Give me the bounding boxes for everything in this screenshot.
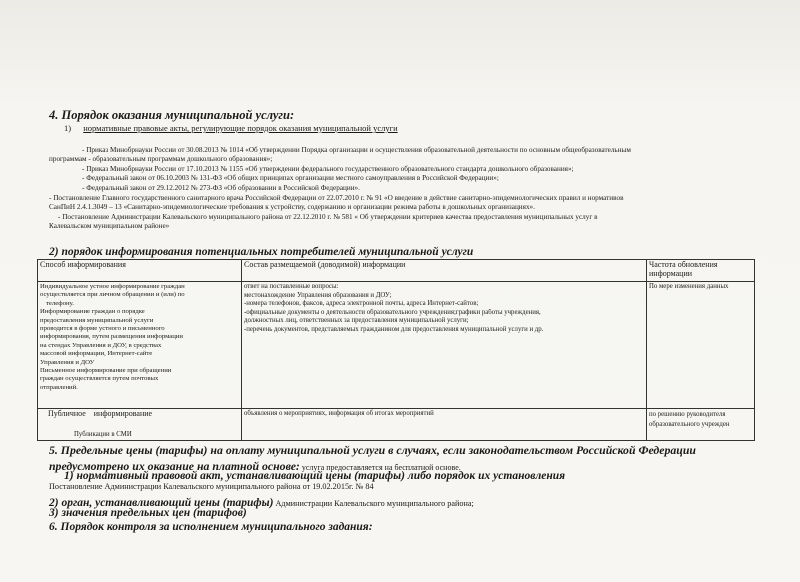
table-header-cell: Способ информирования — [38, 260, 242, 282]
section6-title: 6. Порядок контроля за исполнением муниципального задания: — [49, 521, 373, 533]
section4-item1 — [64, 123, 398, 133]
table-cell-method — [38, 282, 242, 409]
cell-line: отправлений. — [40, 383, 78, 391]
item2-normal: Администрации Калевальского муниципального района; — [273, 499, 474, 508]
cell-line: -номера телефонов, факсов, адреса электронной почты, адреса Интернет-сайтов; — [244, 300, 479, 308]
section5-title: 5. Предельные цены (тарифы) на оплату муниципальной услуги в случаях, если законодательством Российской Федерации — [49, 443, 696, 457]
section5-normal: услуга предоставляется на бесплатной основе. — [299, 463, 461, 472]
media-label: Публикации в СМИ — [74, 430, 132, 438]
table-header-cell: Частота обновления информации — [647, 260, 755, 282]
cell-line: телефону. — [46, 299, 74, 307]
cell-line: Управления и ДОУ — [40, 358, 95, 366]
cell-line: Письменное информирование при обращении — [40, 367, 172, 375]
cell-line: граждан осуществляется путем почтовых — [40, 375, 159, 383]
table-row — [38, 409, 755, 441]
act-line: СанПиН 2.4.1.3049 – 13 «Санитарно-эпидемиологические требования к устройству, содержанию и организации режима работы в дошкольных организациях». — [49, 203, 535, 211]
table-cell-content: объявления о мероприятиях, информация об итогах мероприятий — [242, 409, 647, 441]
section2-title: 2) порядок информирования потенциальных потребителей муниципальной услуги — [49, 246, 474, 258]
section5-item3: 3) значения предельных цен (тарифов) — [49, 507, 247, 519]
section5-bold: предусмотрено их оказание на платной основе: — [49, 459, 300, 473]
act-line: - Приказ Минобрнауки России от 30.08.2013 № 1014 «Об утверждении Порядка организации и осуществления образовательной деятельности по основным общеобразовательным — [82, 146, 631, 154]
act-line: Калевальском муниципальном районе» — [49, 222, 170, 230]
cell-line: предоставления муниципальной услуги — [40, 316, 154, 324]
cell-line: массовой информации, Интернет-сайте — [40, 350, 153, 358]
cell-line: должностных лиц, ответственных за предоставления муниципальной услуги; — [244, 317, 469, 325]
act-line: - Приказ Минобрнауки России от 17.10.2013 № 1155 «Об утверждении федерального государственного образовательного стандарта дошкольного образования»; — [82, 165, 574, 173]
cell-line: -официальные документы о деятельности образовательного учреждения;графики работы учреждения, — [244, 308, 541, 316]
act-line: - Федеральный закон от 06.10.2003 № 131-ФЗ «Об общих принципах организации местного самоуправления в Российской Федерации»; — [82, 174, 499, 182]
cell-line: Информирование граждан о порядке — [40, 308, 145, 316]
cell-line: Индивидуальное устное информирование граждан — [40, 283, 185, 290]
table-cell-frequency — [647, 409, 755, 441]
section4-title: 4. Порядок оказания муниципальной услуги: — [49, 108, 295, 122]
table-header-row — [38, 260, 755, 282]
act-line: - Федеральный закон от 29.12.2012 № 273-ФЗ «Об образовании в Российской Федерации». — [82, 184, 360, 192]
item2-bold: 2) орган, устанавливающий цены (тарифы) — [49, 497, 274, 509]
cell-line: осуществляется при личном обращении и (или) по — [40, 291, 185, 299]
cell-line: -перечень документов, представляемых гражданином для предоставления муниципальной услуги и др. — [244, 325, 544, 333]
table-header-cell: Состав размещаемой (доводимой) информации — [242, 260, 647, 282]
cell-line: по решению руководителя — [649, 411, 726, 418]
act-line: - Постановление Главного государственного санитарного врача Российской Федерации от 22.07.2010 г. № 91 «О введение в действие санитарно-эпидемиологических правил и нормативов — [49, 194, 624, 202]
public-info-label: Публичное информирование — [48, 409, 153, 418]
cell-line: на стендах Управления и ДОУ, в средствах — [40, 341, 162, 349]
item-number: 1) — [64, 123, 72, 133]
section5-item1: 1) нормативный правовой акт, устанавливающий цены (тарифы) либо порядок их установления — [64, 470, 566, 482]
information-table — [37, 259, 755, 441]
cell-line: местонахождение Управления образования и ДОУ; — [244, 291, 392, 299]
cell-line: образовательного учрежден — [649, 420, 730, 428]
table-cell-content — [242, 282, 647, 409]
table-cell-frequency: По мере изменения данных — [647, 282, 755, 409]
act-line: программам - образовательным программам дошкольного образования»; — [49, 155, 273, 163]
cell-line: информирования, путем размещения информации — [40, 333, 183, 341]
item1-label: нормативные правовые акты, регулирующие порядок оказания муниципальной услуги — [83, 123, 398, 133]
table-cell-method — [38, 409, 242, 441]
cell-line: проводится в форме устного и письменного — [40, 325, 165, 333]
section5-item1-text: Постановление Администрации Калевальского муниципального района от 19.02.2015г. № 84 — [49, 482, 374, 491]
table-row — [38, 282, 755, 409]
act-line: - Постановление Администрации Калевальского муниципального района от 22.12.2010 г. № 581 « Об утверждении критериев качества предоставления муниципальных услуг в — [58, 213, 598, 221]
cell-line: ответ на поставленные вопросы: — [244, 283, 339, 290]
